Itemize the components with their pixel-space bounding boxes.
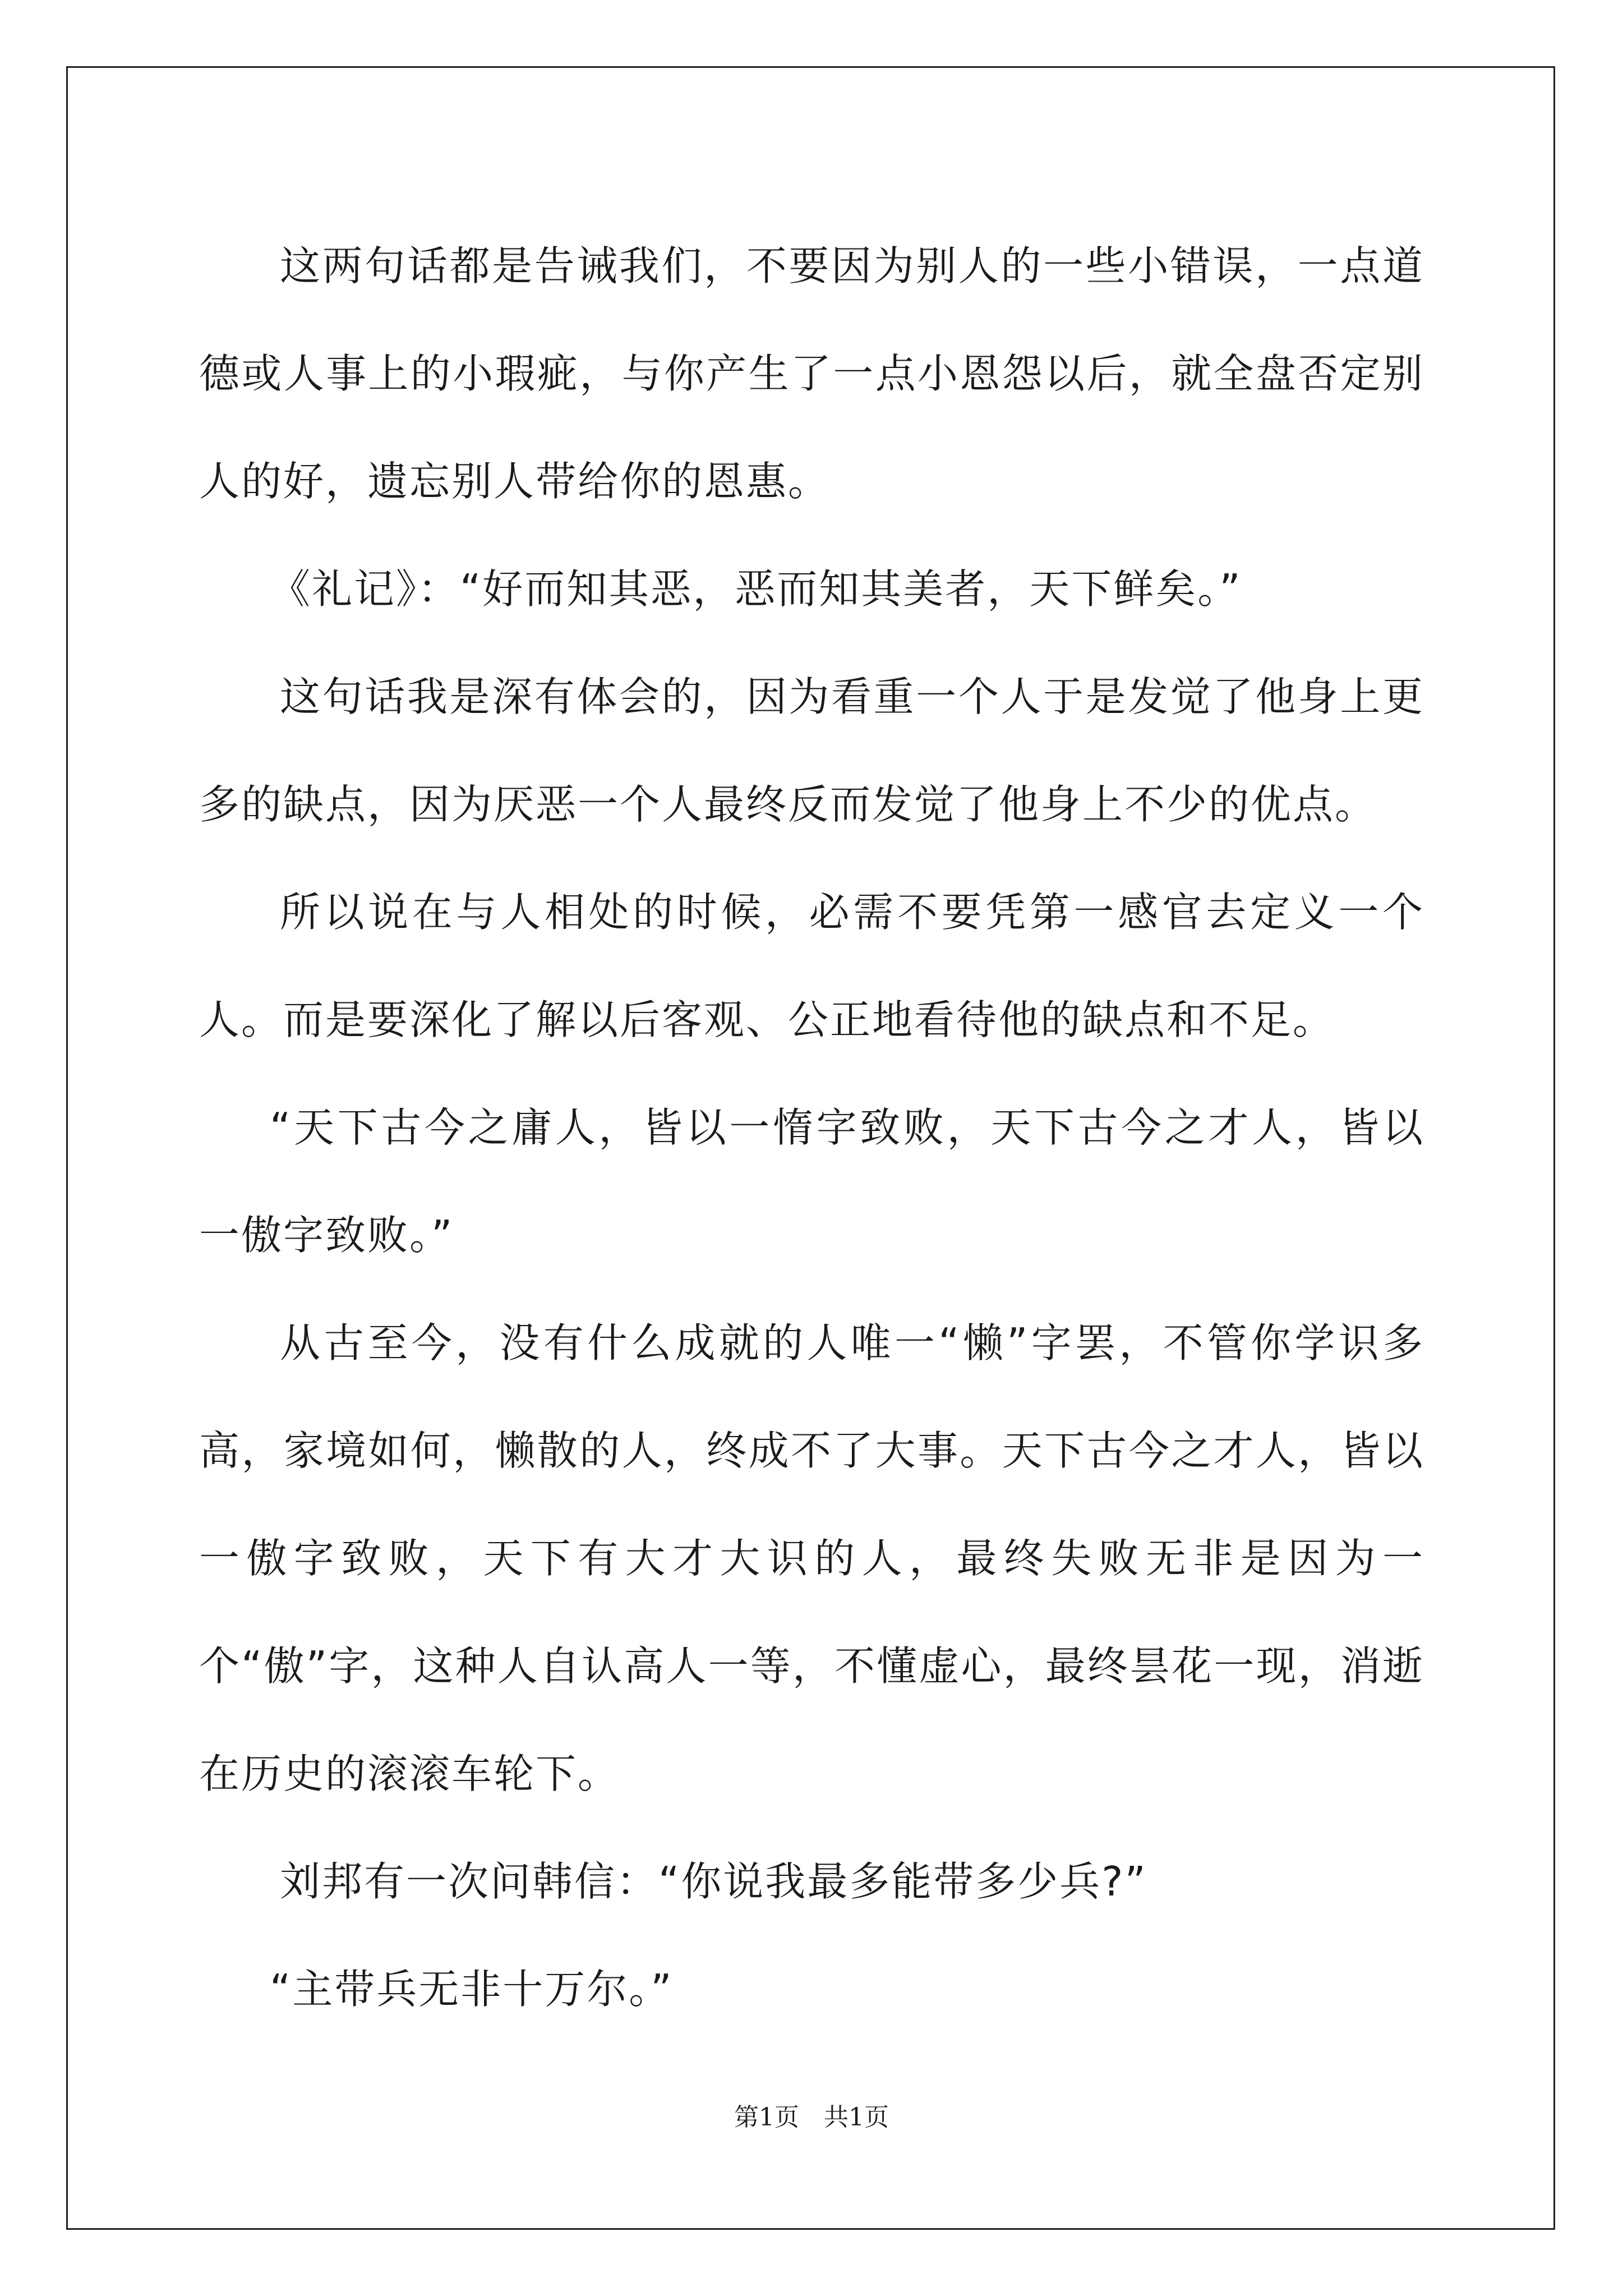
document-body bbox=[199, 212, 1424, 2043]
paragraph-4: 所以说在与人相处的时候，必需不要凭第一感官去定义一个人。而是要深化了解以后客观、公正地看待他的缺点和不足。 bbox=[199, 889, 1424, 1043]
paragraph-2: 《礼记》：“好而知其恶，恶而知其美者，天下鲜矣。” bbox=[270, 565, 1242, 613]
paragraph-3: 这句话我是深有体会的，因为看重一个人于是发觉了他身上更多的缺点，因为厌恶一个人最终反而发觉了他身上不少的优点。 bbox=[199, 673, 1424, 828]
paragraph-1: 这两句话都是告诫我们，不要因为别人的一些小错误，一点道德或人事上的小瑕疵，与你产生了一点小恩怨以后，就全盘否定别人的好，遗忘别人带给你的恩惠。 bbox=[199, 242, 1424, 505]
paragraph-7: 刘邦有一次问韩信：“你说我最多能带多少兵?” bbox=[280, 1858, 1147, 1905]
paragraph-6: 从古至今，没有什么成就的人唯一“懒”字罢，不管你学识多高，家境如何，懒散的人，终成不了大事。天下古今之才人，皆以一傲字致败，天下有大才大识的人，最终失败无非是因为一个“傲”字，这种人自认高人一等，不懂虚心，最终昙花一现，消逝在历史的滚滚车轮下。 bbox=[199, 1319, 1424, 1797]
paragraph-8: “主带兵无非十万尔。” bbox=[270, 1966, 674, 2013]
paragraph-5: “天下古今之庸人，皆以一惰字致败，天下古今之才人，皆以一傲字致败。” bbox=[199, 1104, 1424, 1259]
page-footer: 第1页 共1页 bbox=[734, 2103, 889, 2132]
